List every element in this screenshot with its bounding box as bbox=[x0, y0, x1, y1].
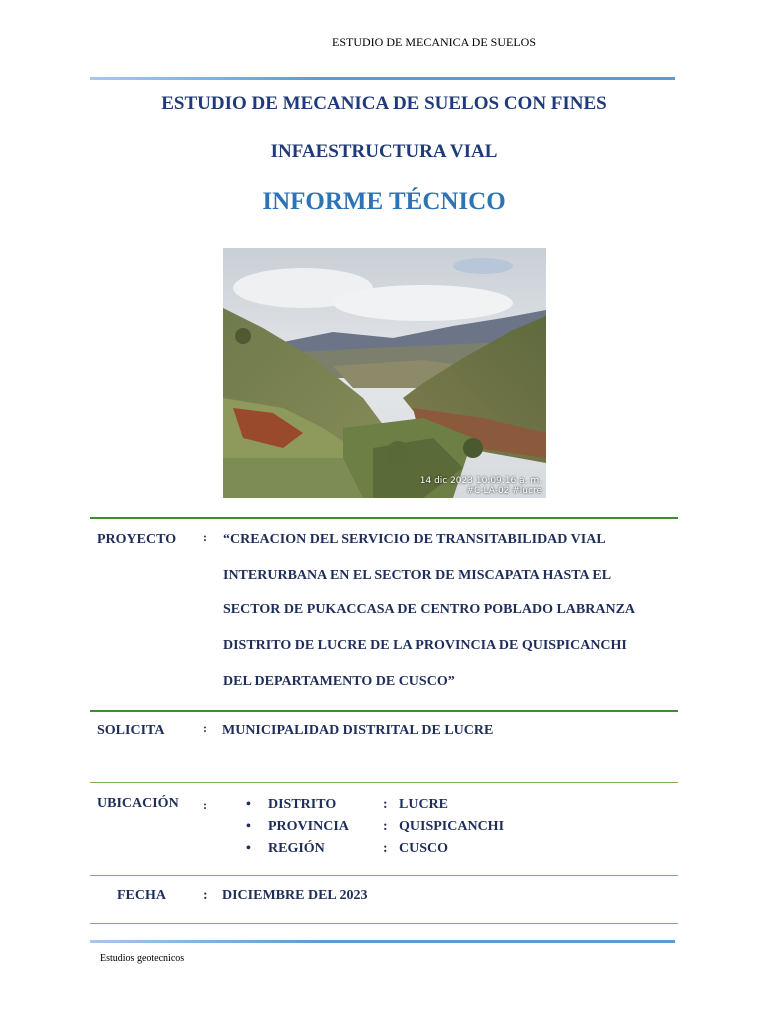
ubicacion-sep: : bbox=[383, 819, 388, 834]
ubicacion-colon: : bbox=[203, 798, 207, 812]
footer-divider bbox=[90, 940, 675, 943]
proyecto-text-line: “CREACION DEL SERVICIO DE TRANSITABILIDAD VIAL bbox=[223, 532, 606, 547]
document-title-line2: INFAESTRUCTURA VIAL bbox=[270, 141, 498, 162]
ubicacion-sep: : bbox=[383, 797, 388, 812]
section-divider bbox=[90, 923, 678, 924]
section-divider bbox=[90, 782, 678, 783]
solicita-colon: : bbox=[203, 721, 207, 735]
ubicacion-value-provincia: QUISPICANCHI bbox=[399, 819, 505, 834]
solicita-value: MUNICIPALIDAD DISTRITAL DE LUCRE bbox=[222, 723, 494, 738]
ubicacion-value-distrito: LUCRE bbox=[399, 797, 449, 812]
proyecto-text-line: INTERURBANA EN EL SECTOR DE MISCAPATA HASTA EL bbox=[223, 568, 612, 583]
bullet-icon: • bbox=[246, 797, 251, 812]
proyecto-colon: : bbox=[203, 530, 207, 544]
header-divider bbox=[90, 77, 675, 80]
proyecto-text-line: SECTOR DE PUKACCASA DE CENTRO POBLADO LABRANZA bbox=[223, 602, 636, 617]
section-divider bbox=[90, 710, 678, 712]
ubicacion-label: UBICACIÓN bbox=[97, 796, 179, 811]
cover-landscape-photo bbox=[223, 248, 546, 498]
fecha-value: DICIEMBRE DEL 2023 bbox=[222, 888, 368, 903]
report-type-title: INFORME TÉCNICO bbox=[262, 188, 506, 215]
page-header: ESTUDIO DE MECANICA DE SUELOS bbox=[332, 35, 536, 49]
ubicacion-key-region: REGIÓN bbox=[268, 841, 325, 856]
section-divider bbox=[90, 517, 678, 519]
ubicacion-value-region: CUSCO bbox=[399, 841, 449, 856]
proyecto-text-line: DEL DEPARTAMENTO DE CUSCO” bbox=[223, 674, 455, 689]
ubicacion-key-provincia: PROVINCIA bbox=[268, 819, 349, 834]
proyecto-text-line: DISTRITO DE LUCRE DE LA PROVINCIA DE QUISPICANCHI bbox=[223, 638, 627, 653]
page-footer: Estudios geotecnicos bbox=[100, 953, 185, 964]
proyecto-label: PROYECTO bbox=[97, 532, 177, 547]
bullet-icon: • bbox=[246, 841, 251, 856]
bullet-icon: • bbox=[246, 819, 251, 834]
photo-timestamp: 14 dic 2023 10:09:16 a. m. #C-LA-02 #lucre bbox=[419, 476, 542, 496]
fecha-colon: : bbox=[203, 888, 208, 903]
document-title-line1: ESTUDIO DE MECANICA DE SUELOS CON FINES bbox=[161, 93, 607, 114]
section-divider bbox=[90, 875, 678, 876]
ubicacion-key-distrito: DISTRITO bbox=[268, 797, 337, 812]
fecha-label: FECHA bbox=[117, 888, 166, 903]
solicita-label: SOLICITA bbox=[97, 723, 165, 738]
ubicacion-sep: : bbox=[383, 841, 388, 856]
